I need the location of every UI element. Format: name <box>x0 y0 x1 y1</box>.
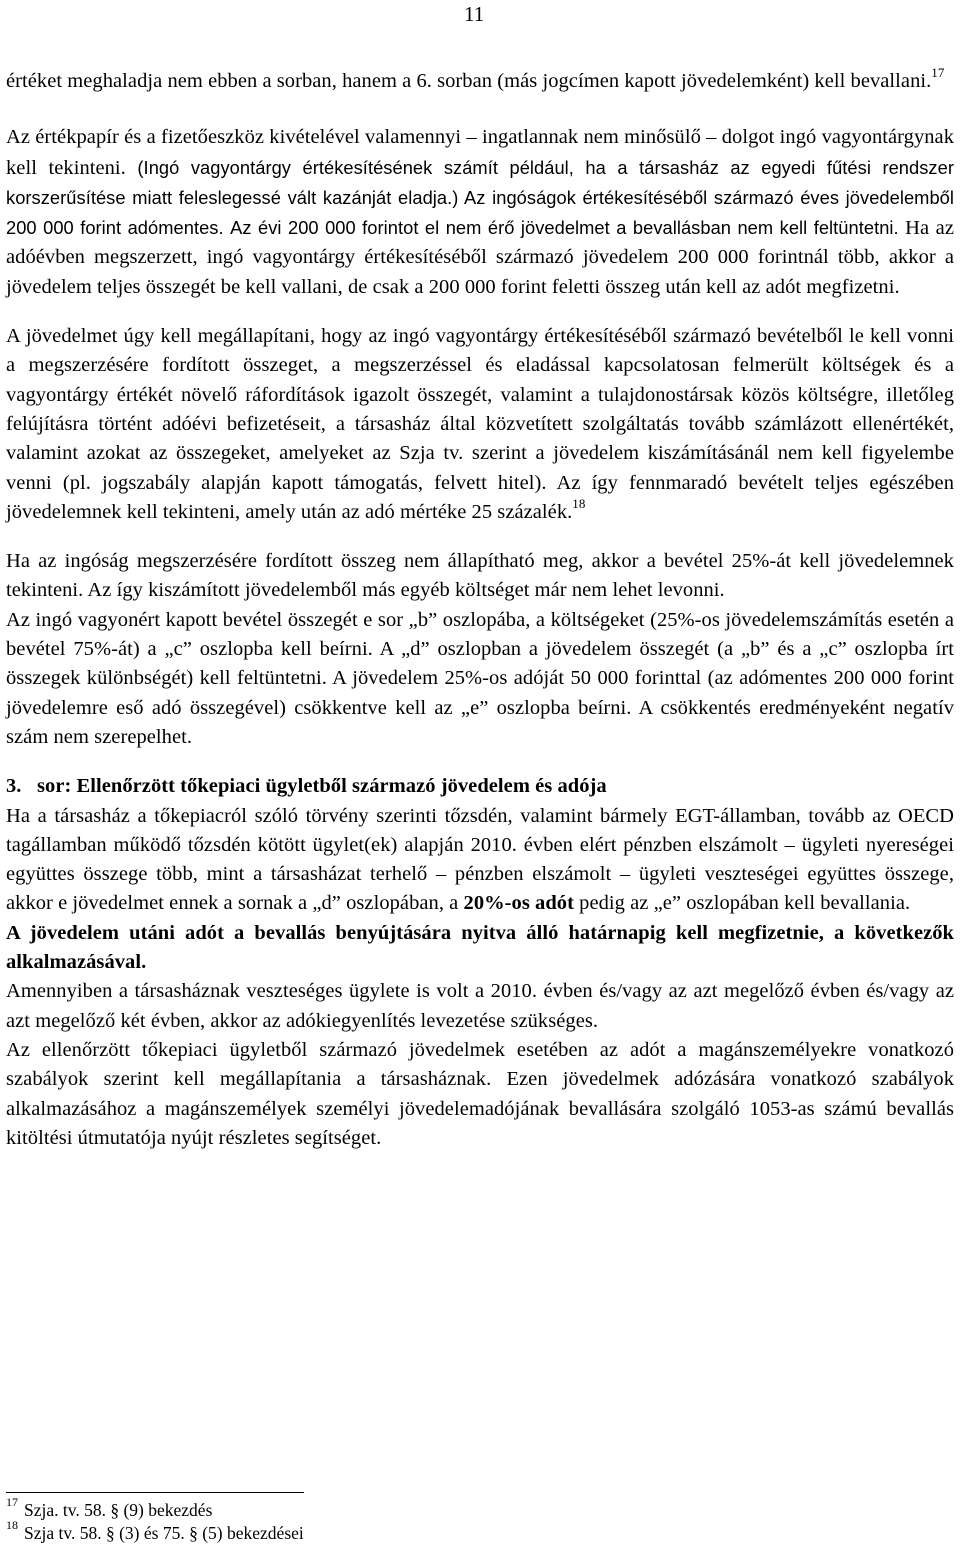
paragraph-bold: A jövedelem utáni adót a bevallás benyújtására nyitva álló határnapig kell megfizetnie, a következők alkalmazásával. <box>6 921 954 974</box>
paragraph-continuation <box>6 67 954 96</box>
footnote-text: Szja. tv. 58. § (9) bekezdés <box>24 1500 213 1520</box>
paragraph-loss <box>6 977 954 1036</box>
paragraph-text: értéket meghaladja nem ebben a sorban, hanem a 6. sorban (más jogcímen kapott jövedelemként) kell bevallani. <box>6 70 932 92</box>
paragraph-text: Amennyiben a társasháznak veszteséges ügylete is volt a 2010. évben és/vagy az azt megelőző évben és/vagy az azt megelőző két évben, akkor az adókiegyenlítés levezetése szükséges. <box>6 980 954 1032</box>
section-heading <box>6 772 954 801</box>
paragraph-columns <box>6 606 954 752</box>
paragraph-text: Az értékpapír és a fizetőeszköz kivételével valamennyi – ingatlannak nem minősülő – dolgot ingó vagyontárgynak kell tekinteni. <box>6 126 954 179</box>
paragraph-payment-deadline <box>6 919 954 978</box>
document-body <box>6 67 954 1153</box>
paragraph-text: Az ingó vagyonért kapott bevétel összegét e sor „b” oszlopába, a költségeket (25%-os jövedelemszámítás esetén a bevétel 75%-át) a „c” oszlopba kell beírni. A „d” oszlopban a jövedelem összegét (a „b” és a „c” oszlopba írt összegek különbségét) kell feltüntetni. A jövedelem 25%-os adóját 50 000 forinttal (az adómentes 200 000 forint jövedelemre eső adó összegével) csökkentve kell az „e” oszlopba beírni. A csökkentés eredményeként negatív szám nem szerepelhet. <box>6 608 954 748</box>
paragraph-rules <box>6 1036 954 1153</box>
paragraph-movable-assets <box>6 123 954 302</box>
paragraph-text-sans: (Ingó vagyontárgy értékesítésének számít például, ha a társasház az egyedi fűtési rendszer korszerűsítése miatt feleslegessé vált kazánját eladja.) Az ingóságok értékesítéséből származó éves jövedelemből 200 000 forint adómentes. <box>6 156 954 239</box>
footnote-text: Szja tv. 58. § (3) és 75. § (5) bekezdései <box>24 1523 304 1543</box>
footnotes <box>6 1495 906 1545</box>
paragraph-text: Ha az adóévben megszerzett, ingó vagyontárgy értékesítéséből származó jövedelem 200 000 forintnál több, akkor a jövedelem teljes összegét be kell vallani, de csak a 200 000 forint feletti összeg után kell az adót megfizetni. <box>6 217 954 298</box>
footnote-ref-17: 17 <box>931 65 945 81</box>
paragraph-income-calculation <box>6 322 954 527</box>
paragraph-text: A jövedelmet úgy kell megállapítani, hogy az ingó vagyontárgy értékesítéséből származó bevételből le kell vonni a megszerzésére fordított összeget, a megszerzéssel és eladással kapcsolatosan felmerült költségek és a vagyontárgy értékét növelő ráfordítások igazolt összegét, valamint a tulajdonostársak közös költségre, illetőleg felújításra történt adóévi befizetéseit, a társasház által közvetített szolgáltatás tovább számlázott ellenértékét, valamint azokat az összegeket, amelyeket az Szja tv. szerint a jövedelem kiszámításánál nem kell figyelembe venni (pl. jogszabály alapján kapott támogatás, felvett hitel). Az így fennmaradó bevételt teljes egészében jövedelemnek kell tekinteni, amely után az adó mértéke 25 százalék. <box>6 325 954 523</box>
paragraph-text: Ha az ingóság megszerzésére fordított összeg nem állapítható meg, akkor a bevétel 25%-át kell jövedelemnek tekinteni. Az így kiszámított jövedelemből más egyéb költséget már nem lehet levonni. <box>6 550 954 602</box>
paragraph-text: Az ellenőrzött tőkepiaci ügyletből származó jövedelmek esetében az adót a magánszemélyekre vonatkozó szabályok szerint kell megállapítania a társasháznak. Ezen jövedelmek adózására vonatkozó szabályok alkalmazásához a magánszemélyek személyi jövedelemadójának bevallására szolgáló 1053-as számú bevallás kitöltési útmutatója nyújt részletes segítséget. <box>6 1038 954 1149</box>
paragraph-cost-unknown <box>6 547 954 606</box>
footnote-ref-18: 18 <box>572 496 586 512</box>
paragraph-bold: 20%-os adót <box>463 892 574 915</box>
paragraph-text: Ha a társasház a tőkepiacról szóló törvény szerinti tőzsdén, valamint bármely EGT-államban, tovább az OECD tagállamban működő tőzsdén kötött ügylet(ek) alapján 2010. évben elért pénzben elszámolt – ügyleti nyereségei együttes összege több, mint a társasházat terhelő – pénzben elszámolt – ügyleti veszteségei együttes összege, akkor e jövedelmet ennek a sornak a „d” oszlopában, a <box>6 804 954 915</box>
paragraph-text-sans: Az évi 200 000 forintot el nem érő jövedelmet a bevallásban nem kell feltüntetni. <box>230 217 899 239</box>
footnote-separator <box>6 1492 304 1493</box>
heading-text: sor: Ellenőrzött tőkepiaci ügyletből származó jövedelem és adója <box>37 775 607 798</box>
footnote-number: 18 <box>6 1518 18 1533</box>
paragraph-text: pedig az „e” oszlopában kell bevallania. <box>579 892 911 915</box>
footnote-18 <box>6 1518 906 1545</box>
footnote-number: 17 <box>6 1495 18 1510</box>
footnote-17 <box>6 1495 906 1522</box>
heading-number: 3. <box>6 775 22 798</box>
page-number: 11 <box>464 2 485 26</box>
paragraph-stock-exchange <box>6 802 954 919</box>
